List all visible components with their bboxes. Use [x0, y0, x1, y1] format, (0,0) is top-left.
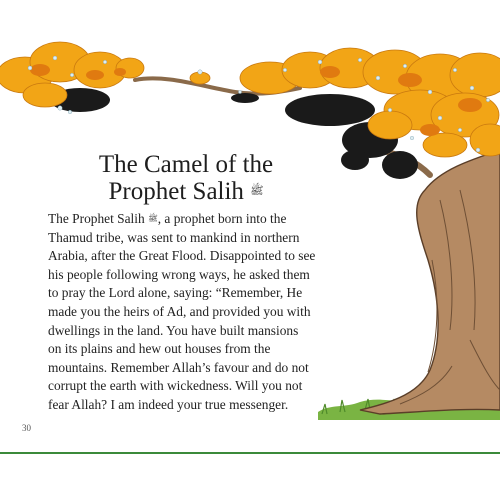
page-number: 30: [22, 423, 31, 433]
paragraph-line: his people following wrong ways, he asked them: [48, 266, 310, 282]
footer-divider: [0, 452, 500, 454]
title-line-2-text: Prophet Salih: [108, 178, 244, 205]
honorific-symbol: ﷺ: [148, 214, 158, 223]
honorific-symbol: ﷺ: [250, 184, 264, 197]
paragraph-line: mountains. Remember Allah’s favour and do not: [48, 359, 309, 375]
title-line-2: [70, 178, 302, 205]
page-title: [70, 152, 302, 205]
tree-trunk: [360, 150, 500, 414]
paragraph-line: to pray the Lord alone, saying: “Remember, He: [48, 285, 303, 301]
story-paragraph: [48, 210, 348, 415]
paragraph-line: [48, 210, 348, 229]
paragraph-line: Thamud tribe, was sent to mankind in northern: [48, 229, 300, 245]
paragraph-line: fear Allah? I am indeed your true messenger.: [48, 396, 289, 412]
paragraph-line: corrupt the earth with wickedness. Will you not: [48, 378, 303, 394]
paragraph-line-text: The Prophet Salih: [48, 211, 145, 226]
paragraph-line: on its plains and hew out houses from the: [48, 341, 271, 357]
paragraph-line: dwellings in the land. You have built mansions: [48, 322, 299, 338]
paragraph-line-text: , a prophet born into the: [157, 211, 287, 226]
title-line-1: The Camel of the: [98, 151, 274, 178]
paragraph-line: made you the heirs of Ad, and provided you with: [48, 303, 311, 319]
paragraph-line: Arabia, after the Great Flood. Disappointed to see: [48, 248, 316, 264]
